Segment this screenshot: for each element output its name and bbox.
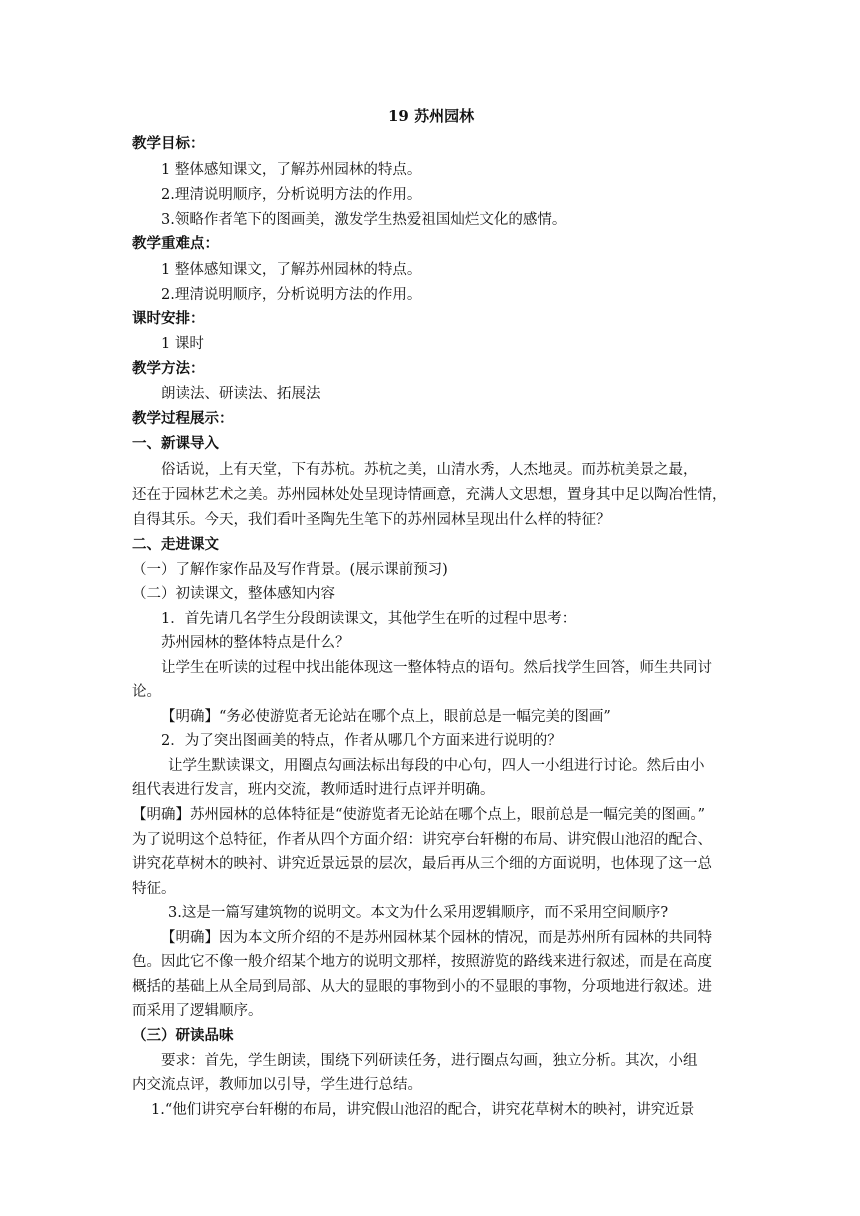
answer-3-line-4: 而采用了逻辑顺序。 [132,1003,263,1019]
document-title: 19 苏州园林 [388,107,475,125]
answer-2-line-3: 讲究花草树木的映衬、讲究近景远景的层次，最后再从三个细的方面说明，也体现了这一总 [132,856,712,872]
answer-2-line-2: 为了说明这个总特征，作者从四个方面介绍：讲究亭台轩榭的布局、讲究假山池沼的配合、 [132,832,712,848]
task-2-instruction-line-1: 让学生默读课文，用圈点勾画法标出每段的中心句，四人一小组进行讨论。然后由小 [168,758,705,774]
goal-3: 3.领略作者笔下的图画美，激发学生热爱祖国灿烂文化的感情。 [161,212,567,228]
subsection-1: （一）了解作家作品及写作背景。(展示课前预习) [132,562,448,578]
section-1-heading: 一、新课导入 [132,435,219,452]
intro-paragraph-line-1: 俗话说，上有天堂，下有苏杭。苏杭之美，山清水秀，人杰地灵。而苏杭美景之最， [161,462,698,478]
heading-teaching-goals: 教学目标： [132,135,205,152]
answer-3-line-2: 色。因此它不像一般介绍某个地方的说明文那样，按照游览的路线来进行叙述，而是在高度 [132,954,712,970]
schedule-text: 1 课时 [161,336,204,352]
section-2-heading: 二、走进课文 [132,536,219,553]
instruction-line-1: 让学生在听读的过程中找出能体现这一整体特点的语句。然后找学生回答，师生共同讨 [161,660,712,676]
subsection-2: （二）初读课文，整体感知内容 [132,586,335,602]
task-3: 3.这是一篇写建筑物的说明文。本文为什么采用逻辑顺序，而不采用空间顺序? [168,905,669,921]
heading-schedule: 课时安排： [132,310,205,327]
goal-1: 1 整体感知课文，了解苏州园林的特点。 [161,162,422,178]
goal-2: 2.理清说明顺序，分析说明方法的作用。 [161,187,422,203]
intro-paragraph-line-3: 自得其乐。今天，我们看叶圣陶先生笔下的苏州园林呈现出什么样的特征？ [132,512,611,528]
answer-3-line-1: 【明确】因为本文所介绍的不是苏州园林某个园林的情况，而是苏州所有园林的共同特 [161,930,712,946]
task-2: 2．为了突出图画美的特点，作者从哪几个方面来进行说明的？ [161,733,562,749]
heading-methods: 教学方法： [132,360,205,377]
instruction-line-2: 论。 [132,684,161,700]
study-item-1: 1.“他们讲究亭台轩榭的布局，讲究假山池沼的配合，讲究花草树木的映衬，讲究近景 [151,1102,695,1118]
heading-process: 教学过程展示： [132,410,234,427]
requirements-line-1: 要求：首先，学生朗读，围绕下列研读任务，进行圈点勾画，独立分析。其次，小组 [161,1053,698,1069]
answer-2-line-4: 特征。 [132,881,176,897]
methods-text: 朗读法、研读法、拓展法 [161,386,321,402]
heading-key-points: 教学重难点： [132,235,219,252]
subsection-3-heading: （三）研读品味 [132,1027,234,1044]
task-2-instruction-line-2: 组代表进行发言，班内交流，教师适时进行点评并明确。 [132,782,495,798]
key-point-2: 2.理清说明顺序，分析说明方法的作用。 [161,287,422,303]
task-1: 1．首先请几名学生分段朗读课文，其他学生在听的过程中思考： [161,611,577,627]
requirements-line-2: 内交流点评，教师加以引导，学生进行总结。 [132,1077,422,1093]
answer-2-line-1: 【明确】苏州园林的总体特征是“使游览者无论站在哪个点上，眼前总是一幅完美的图画。” [132,807,706,823]
answer-3-line-3: 概括的基础上从全局到局部、从大的显眼的事物到小的不显眼的事物，分项地进行叙述。进 [132,979,712,995]
question-1: 苏州园林的整体特点是什么？ [161,635,350,651]
answer-1: 【明确】“务必使游览者无论站在哪个点上，眼前总是一幅完美的图画” [161,709,611,725]
intro-paragraph-line-2: 还在于园林艺术之美。苏州园林处处呈现诗情画意，充满人文思想，置身其中足以陶冶性情， [132,487,727,503]
key-point-1: 1 整体感知课文，了解苏州园林的特点。 [161,262,422,278]
